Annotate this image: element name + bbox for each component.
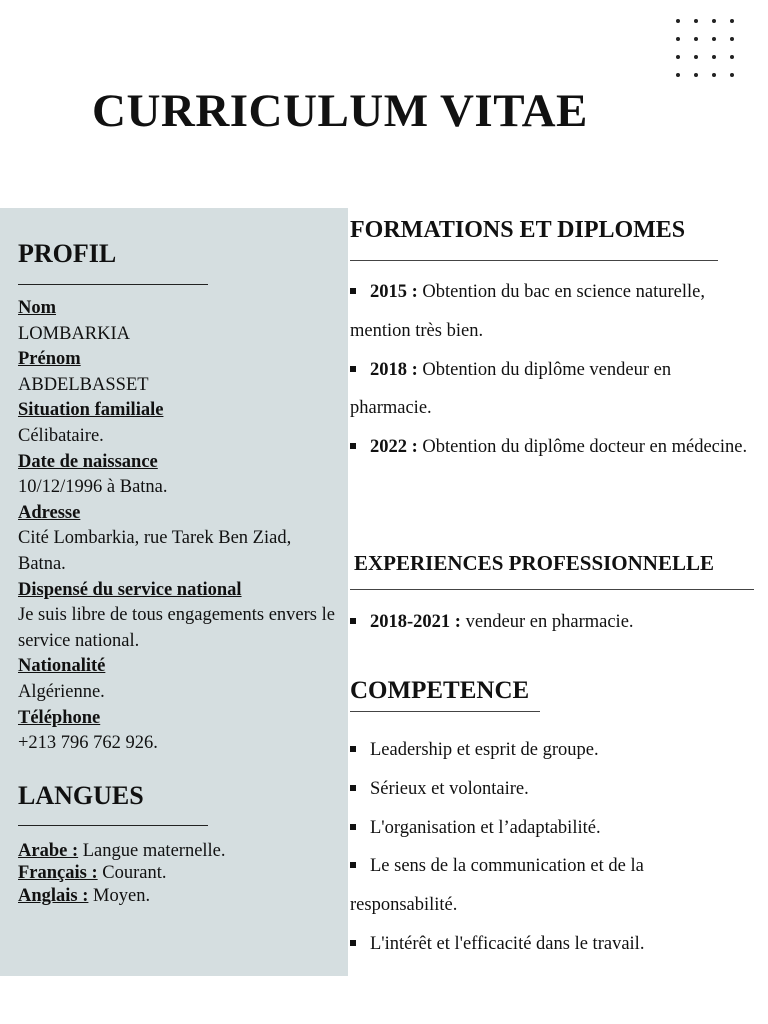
experience-divider xyxy=(350,589,754,590)
page-title: CURRICULUM VITAE xyxy=(92,85,588,137)
field-value: LOMBARKIA xyxy=(18,323,131,344)
dot xyxy=(712,37,716,41)
skills-heading: COMPETENCE xyxy=(350,677,530,704)
experience-year: 2018-2021 : xyxy=(370,612,461,632)
list-item: Sérieux et volontaire. xyxy=(350,770,750,809)
list-item xyxy=(350,603,750,642)
education-text: Obtention du diplôme vendeur en pharmacie. xyxy=(350,359,672,419)
dot xyxy=(676,19,680,23)
field-nom xyxy=(18,296,338,347)
sidebar-content xyxy=(18,208,338,907)
skills-list xyxy=(350,731,750,964)
field-prenom xyxy=(18,347,338,398)
field-value: Algérienne. xyxy=(18,681,105,702)
sidebar xyxy=(0,208,348,976)
experience-heading: EXPERIENCES PROFESSIONNELLE xyxy=(354,551,715,575)
field-value: Je suis libre de tous engagements envers le service national. xyxy=(18,605,335,651)
dot-grid-decoration xyxy=(676,19,748,91)
dot xyxy=(730,73,734,77)
language-label: Français : xyxy=(18,863,98,884)
list-item xyxy=(350,273,750,351)
dot xyxy=(694,55,698,59)
field-label: Nom xyxy=(18,298,57,318)
field-label: Téléphone xyxy=(18,707,101,728)
field-adresse xyxy=(18,501,338,578)
profile-heading: PROFIL xyxy=(18,239,117,268)
list-item: L'intérêt et l'efficacité dans le travail. xyxy=(350,925,750,964)
education-divider xyxy=(350,260,718,261)
education-year: 2015 : xyxy=(370,282,418,302)
field-service-national xyxy=(18,578,338,655)
dot xyxy=(730,55,734,59)
languages-list xyxy=(18,840,338,908)
language-item xyxy=(18,885,338,908)
profile-fields xyxy=(18,296,338,757)
field-date-de-naissance xyxy=(18,450,338,501)
dot xyxy=(694,37,698,41)
list-item xyxy=(350,428,750,467)
field-label: Prénom xyxy=(18,349,81,370)
list-item: Leadership et esprit de groupe. xyxy=(350,731,750,770)
education-list xyxy=(350,273,750,467)
skills-divider xyxy=(350,711,540,712)
education-year: 2018 : xyxy=(370,359,418,380)
field-value: 10/12/1996 à Batna. xyxy=(18,477,168,498)
field-telephone xyxy=(18,706,338,757)
dot xyxy=(694,73,698,77)
experience-list xyxy=(350,603,750,642)
language-level: Moyen. xyxy=(88,885,151,906)
dot xyxy=(712,73,716,77)
education-heading: FORMATIONS ET DIPLOMES xyxy=(350,217,686,243)
field-value: Célibataire. xyxy=(18,425,104,446)
list-item: Le sens de la communication et de la responsabilité. xyxy=(350,847,750,925)
field-value: Cité Lombarkia, rue Tarek Ben Ziad, Batna. xyxy=(18,528,292,574)
dot xyxy=(694,19,698,23)
language-item xyxy=(18,862,338,885)
dot xyxy=(676,73,680,77)
dot xyxy=(676,55,680,59)
experience-text: vendeur en pharmacie. xyxy=(460,612,634,632)
languages-divider xyxy=(18,825,208,826)
language-level: Langue maternelle. xyxy=(78,840,226,861)
list-item xyxy=(350,351,750,429)
dot xyxy=(712,19,716,23)
field-label: Adresse xyxy=(18,502,81,523)
language-level: Courant. xyxy=(97,863,167,884)
languages-heading: LANGUES xyxy=(18,780,144,810)
field-label: Date de naissance xyxy=(18,451,158,472)
field-label: Situation familiale xyxy=(18,400,164,421)
field-nationalite xyxy=(18,654,338,705)
dot xyxy=(712,55,716,59)
language-item xyxy=(18,840,338,863)
education-text: Obtention du diplôme docteur en médecine. xyxy=(417,437,748,458)
field-label: Dispensé du service national xyxy=(18,579,242,600)
dot xyxy=(730,37,734,41)
dot xyxy=(676,37,680,41)
field-value: +213 796 762 926. xyxy=(18,733,158,754)
language-label: Anglais : xyxy=(18,885,89,906)
language-label: Arabe : xyxy=(18,840,79,861)
field-value: ABDELBASSET xyxy=(18,374,149,395)
dot xyxy=(730,19,734,23)
education-text: Obtention du bac en science naturelle, mention très bien. xyxy=(350,282,705,341)
profile-divider xyxy=(18,284,208,285)
education-year: 2022 : xyxy=(370,437,418,458)
field-label: Nationalité xyxy=(18,656,106,677)
list-item: L'organisation et l’adaptabilité. xyxy=(350,809,750,848)
field-situation-familiale xyxy=(18,398,338,449)
